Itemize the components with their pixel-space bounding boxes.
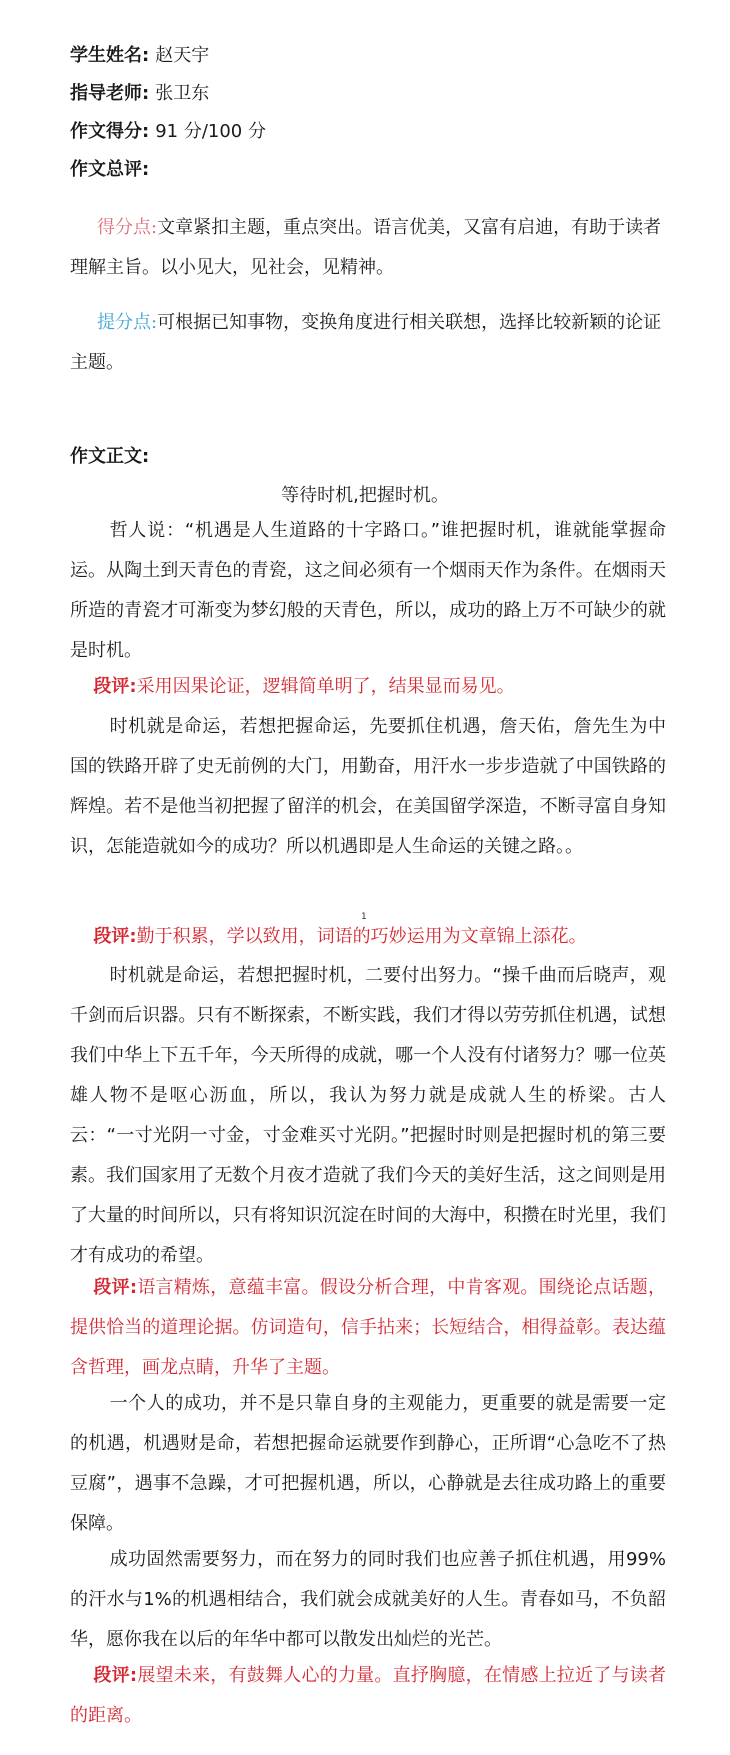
score-label: 作文得分: bbox=[70, 121, 150, 142]
teacher-value: 张卫东 bbox=[155, 83, 210, 104]
review-label: 段评: bbox=[93, 926, 137, 947]
review-label: 段评: bbox=[93, 676, 137, 697]
merit-label: 得分点: bbox=[97, 217, 158, 238]
teacher-label: 指导老师: bbox=[70, 83, 150, 104]
review-text: 采用因果论证，逻辑简单明了，结果显而易见。 bbox=[136, 676, 515, 697]
paragraph-review-2 bbox=[70, 917, 666, 957]
score-row bbox=[70, 118, 266, 146]
essay-title: 等待时机,把握时机。 bbox=[281, 485, 449, 506]
essay-paragraph-3: 时机就是命运，若想把握时机，二要付出努力。“操千曲而后晓声，观千剑而后识器。只有不断探索，不断实践，我们才得以劳劳抓住机遇，试想我们中华上下五千年，今天所得的成就，哪一个人没有付诸努力？哪一位英雄人物不是呕心沥血，所以，我认为努力就是成就人生的桥梁。古人云：“一寸光阴一寸金，寸金难买寸光阴。”把握时时则是把握时机的第三要素。我们国家用了无数个月夜才造就了我们今天的美好生活，这之间则是用了大量的时间所以，只有将知识沉淀在时间的大海中，积攒在时光里，我们才有成功的希望。 bbox=[70, 965, 666, 1266]
merit-comment bbox=[70, 208, 662, 288]
paragraph-review-1 bbox=[70, 667, 666, 707]
summary-heading bbox=[70, 156, 149, 184]
review-text: 展望未来，有鼓舞人心的力量。直抒胸臆，在情感上拉近了与读者的距离。 bbox=[70, 1665, 667, 1726]
summary-label: 作文总评: bbox=[70, 159, 150, 180]
improve-text: 可根据已知事物，变换角度进行相关联想，选择比较新颖的论证主题。 bbox=[70, 312, 662, 373]
essay-section-label: 作文正文: bbox=[70, 446, 150, 467]
essay-paragraph-1: 哲人说：“机遇是人生道路的十字路口。”谁把握时机，谁就能掌握命运。从陶土到天青色的青瓷，这之间必须有一个烟雨天作为条件。在烟雨天所造的青瓷才可渐变为梦幻般的天青色，所以，成功的路上万不可缺少的就是时机。 bbox=[70, 520, 666, 661]
essay-paragraph-5: 成功固然需要努力，而在努力的同时我们也应善子抓住机遇，用99%的汗水与1%的机遇相结合，我们就会成就美好的人生。青春如马，不负韶华，愿你我在以后的年华中都可以散发出灿烂的光芒。 bbox=[70, 1549, 666, 1650]
review-text: 勤于积累，学以致用，词语的巧妙运用为文章锦上添花。 bbox=[136, 926, 587, 947]
student-name-value: 赵天宇 bbox=[155, 45, 210, 66]
essay-paragraph-2: 时机就是命运，若想把握命运，先要抓住机遇，詹天佑，詹先生为中国的铁路开辟了史无前例的大门，用勤奋，用汗水一步步造就了中国铁路的辉煌。若不是他当初把握了留洋的机会，在美国留学深造，不断寻富自身知识，怎能造就如今的成功？所以机遇即是人生命运的关键之路。。 bbox=[70, 716, 666, 857]
merit-text: 文章紧扣主题，重点突出。语言优美，又富有启迪，有助于读者理解主旨。以小见大，见社会，见精神。 bbox=[70, 217, 662, 278]
paragraph-review-3 bbox=[70, 1268, 666, 1388]
improve-label: 提分点: bbox=[97, 312, 158, 333]
score-value: 91 分/100 分 bbox=[155, 121, 266, 142]
review-text: 语言精炼，意蕴丰富。假设分析合理，中肯客观。围绕论点话题，提供恰当的道理论据。仿词造句，信手拈来；长短结合，相得益彰。表达蕴含哲理，画龙点睛，升华了主题。 bbox=[70, 1277, 667, 1378]
essay-paragraph-4: 一个人的成功，并不是只靠自身的主观能力，更重要的就是需要一定的机遇，机遇财是命，若想把握命运就要作到静心，正所谓“心急吃不了热豆腐”，遇事不急躁，才可把握机遇，所以，心静就是去往成功路上的重要保障。 bbox=[70, 1393, 666, 1534]
student-name-label: 学生姓名: bbox=[70, 45, 150, 66]
review-label: 段评: bbox=[93, 1665, 138, 1686]
improve-comment bbox=[70, 303, 662, 383]
teacher-row bbox=[70, 80, 209, 108]
review-label: 段评: bbox=[93, 1277, 138, 1298]
paragraph-review-4 bbox=[70, 1656, 666, 1736]
page-number: 1 bbox=[361, 912, 367, 922]
student-name-row bbox=[70, 42, 209, 70]
